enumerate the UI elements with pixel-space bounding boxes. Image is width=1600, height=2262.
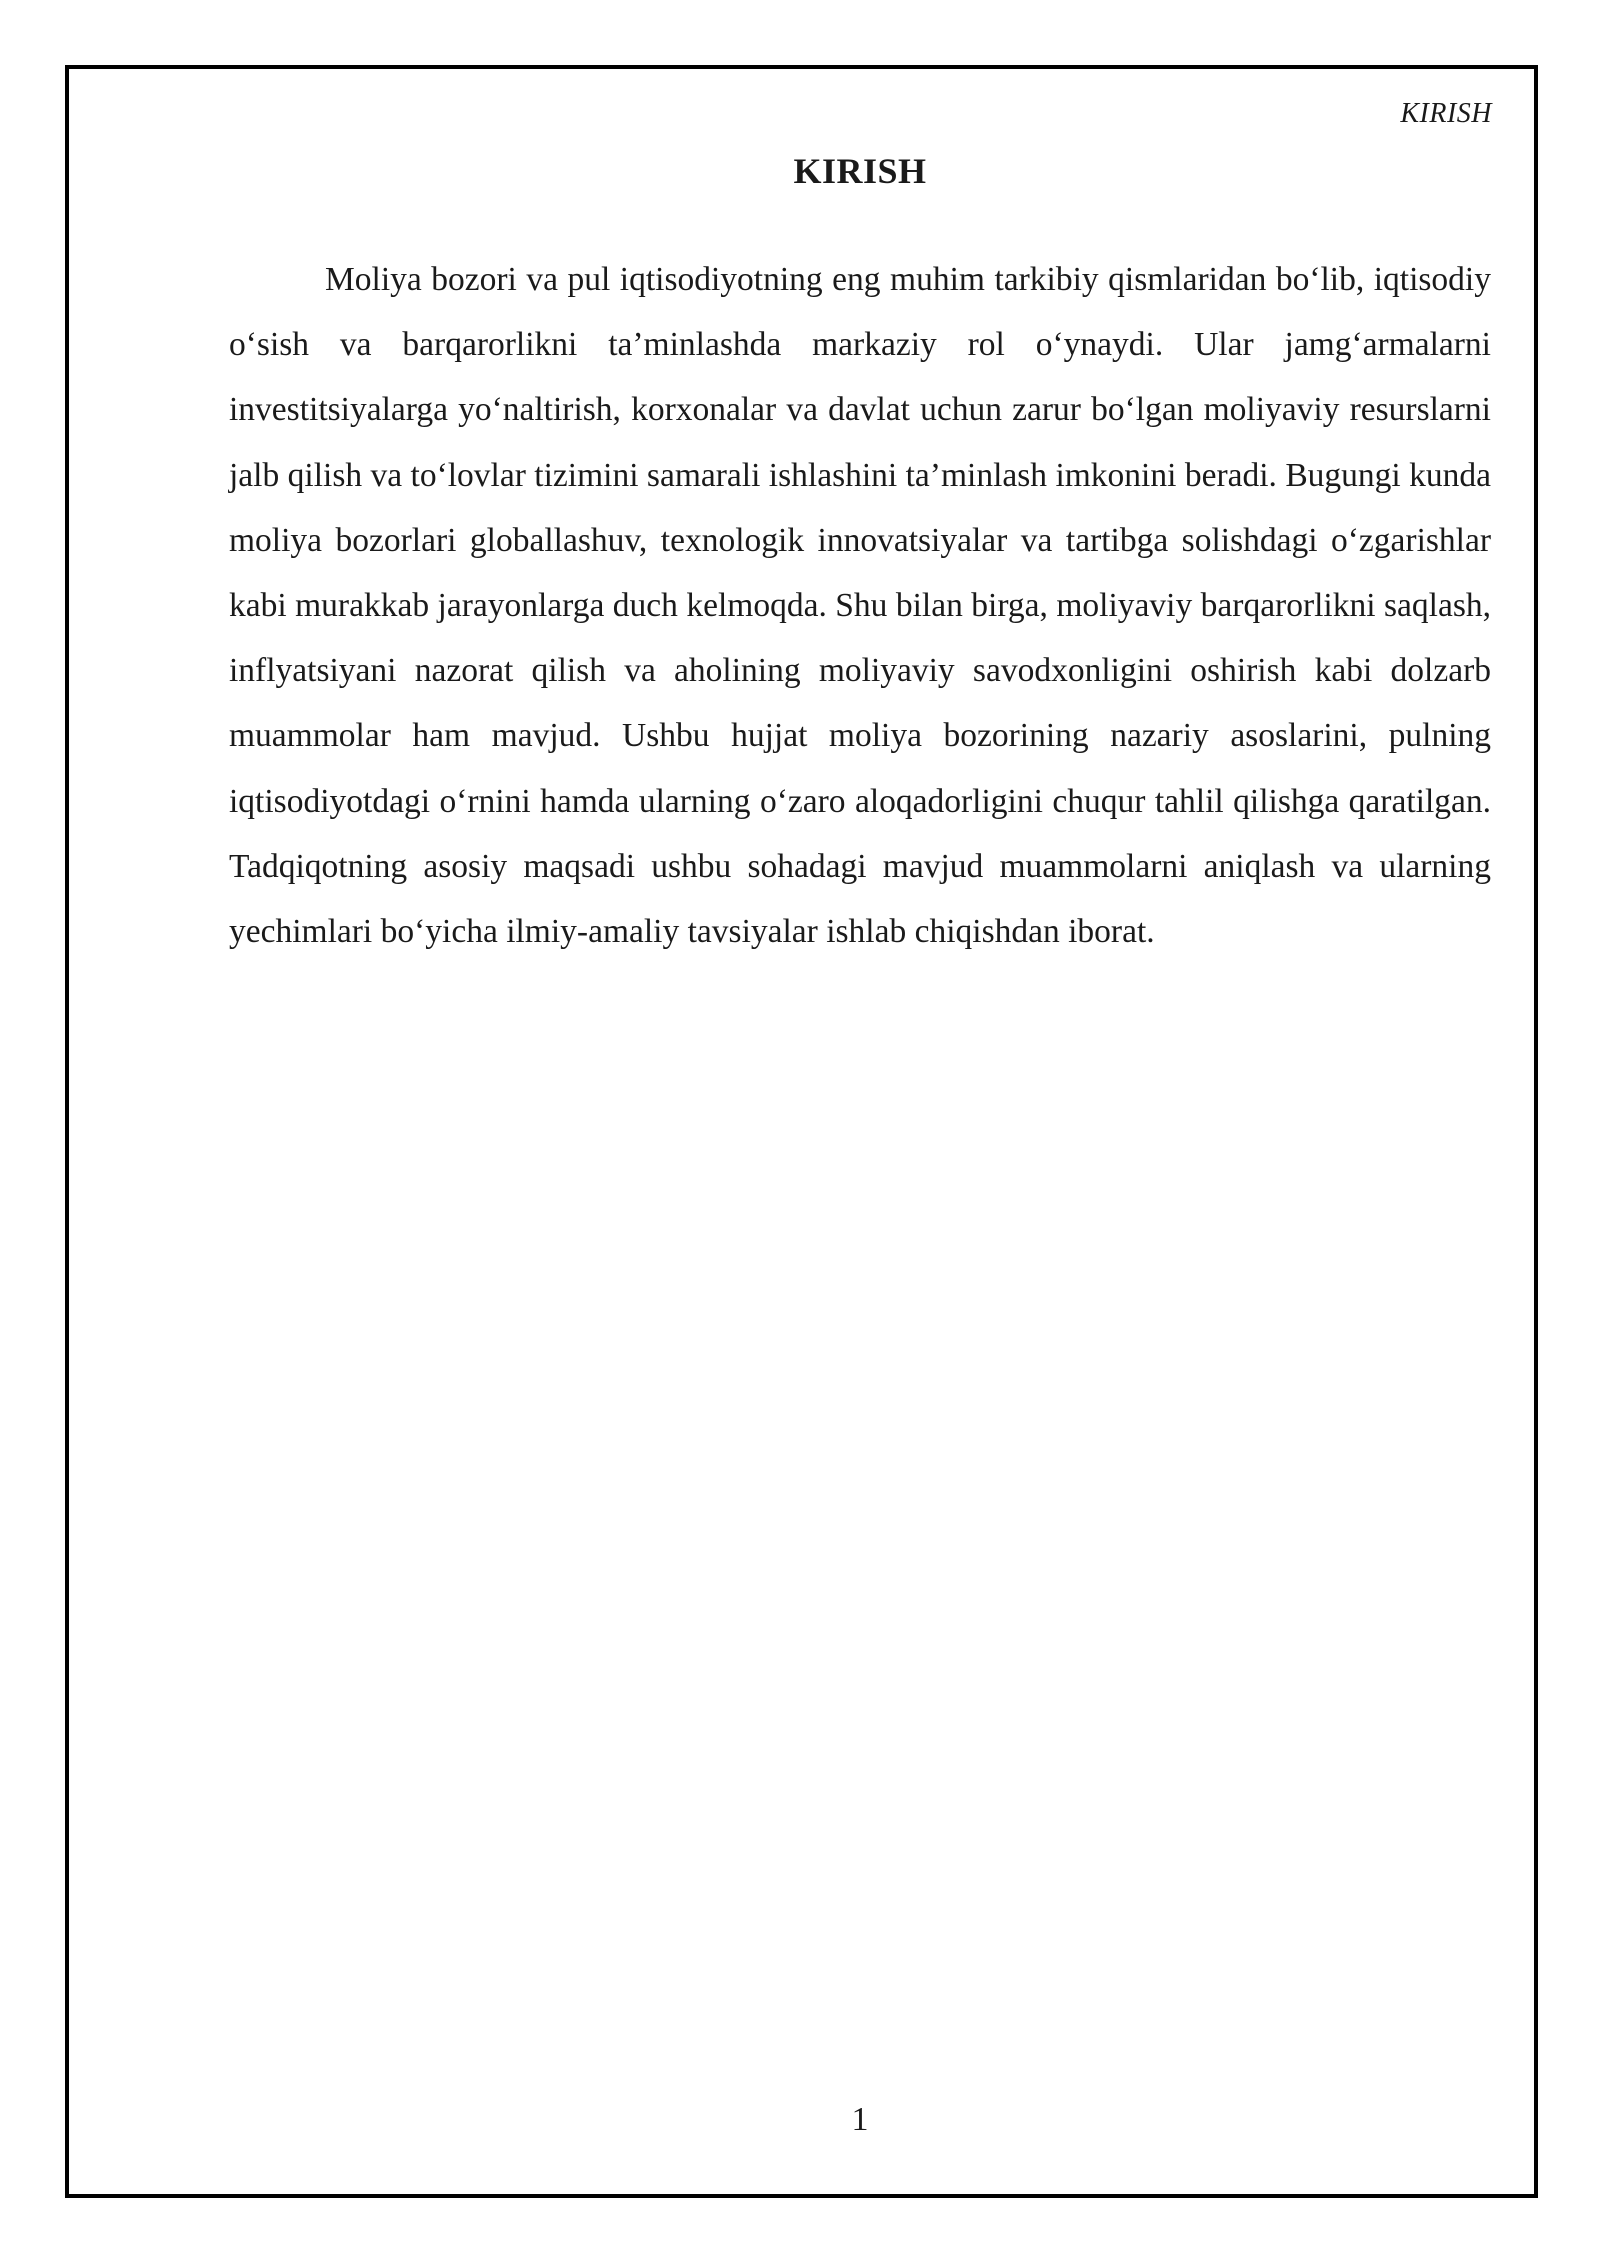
running-header: KIRISH bbox=[1400, 98, 1492, 129]
page-title: KIRISH bbox=[793, 151, 927, 191]
page-number: 1 bbox=[851, 2101, 869, 2138]
body-paragraph: Moliya bozori va pul iqtisodiyotning eng muhim tarkibiy qismlaridan bo‘lib, iqtisodiy o‘sish va barqarorlikni ta’minlashda markaziy rol o‘ynaydi. Ular jamg‘armalarni investitsiyalarga yo‘naltirish, korxonalar va davlat uchun zarur bo‘lgan moliyaviy resurslarni jalb qilish va to‘lovlar tizimini samarali ishlashini ta’minlash imkonini beradi. Bugungi kunda moliya bozorlari globallashuv, texnologik innovatsiyalar va tartibga solishdagi o‘zgarishlar kabi murakkab jarayonlarga duch kelmoqda. Shu bilan birga, moliyaviy barqarorlikni saqlash, inflyatsiyani nazorat qilish va aholining moliyaviy savodxonligini oshirish kabi dolzarb muammolar ham mavjud. Ushbu hujjat moliya bozorining nazariy asoslarini, pulning iqtisodiyotdagi o‘rnini hamda ularning o‘zaro aloqadorligini chuqur tahlil qilishga qaratilgan. Tadqiqotning asosiy maqsadi ushbu sohadagi mavjud muammolarni aniqlash va ularning yechimlari bo‘yicha ilmiy-amaliy tavsiyalar ishlab chiqishdan iborat. bbox=[229, 261, 1491, 951]
